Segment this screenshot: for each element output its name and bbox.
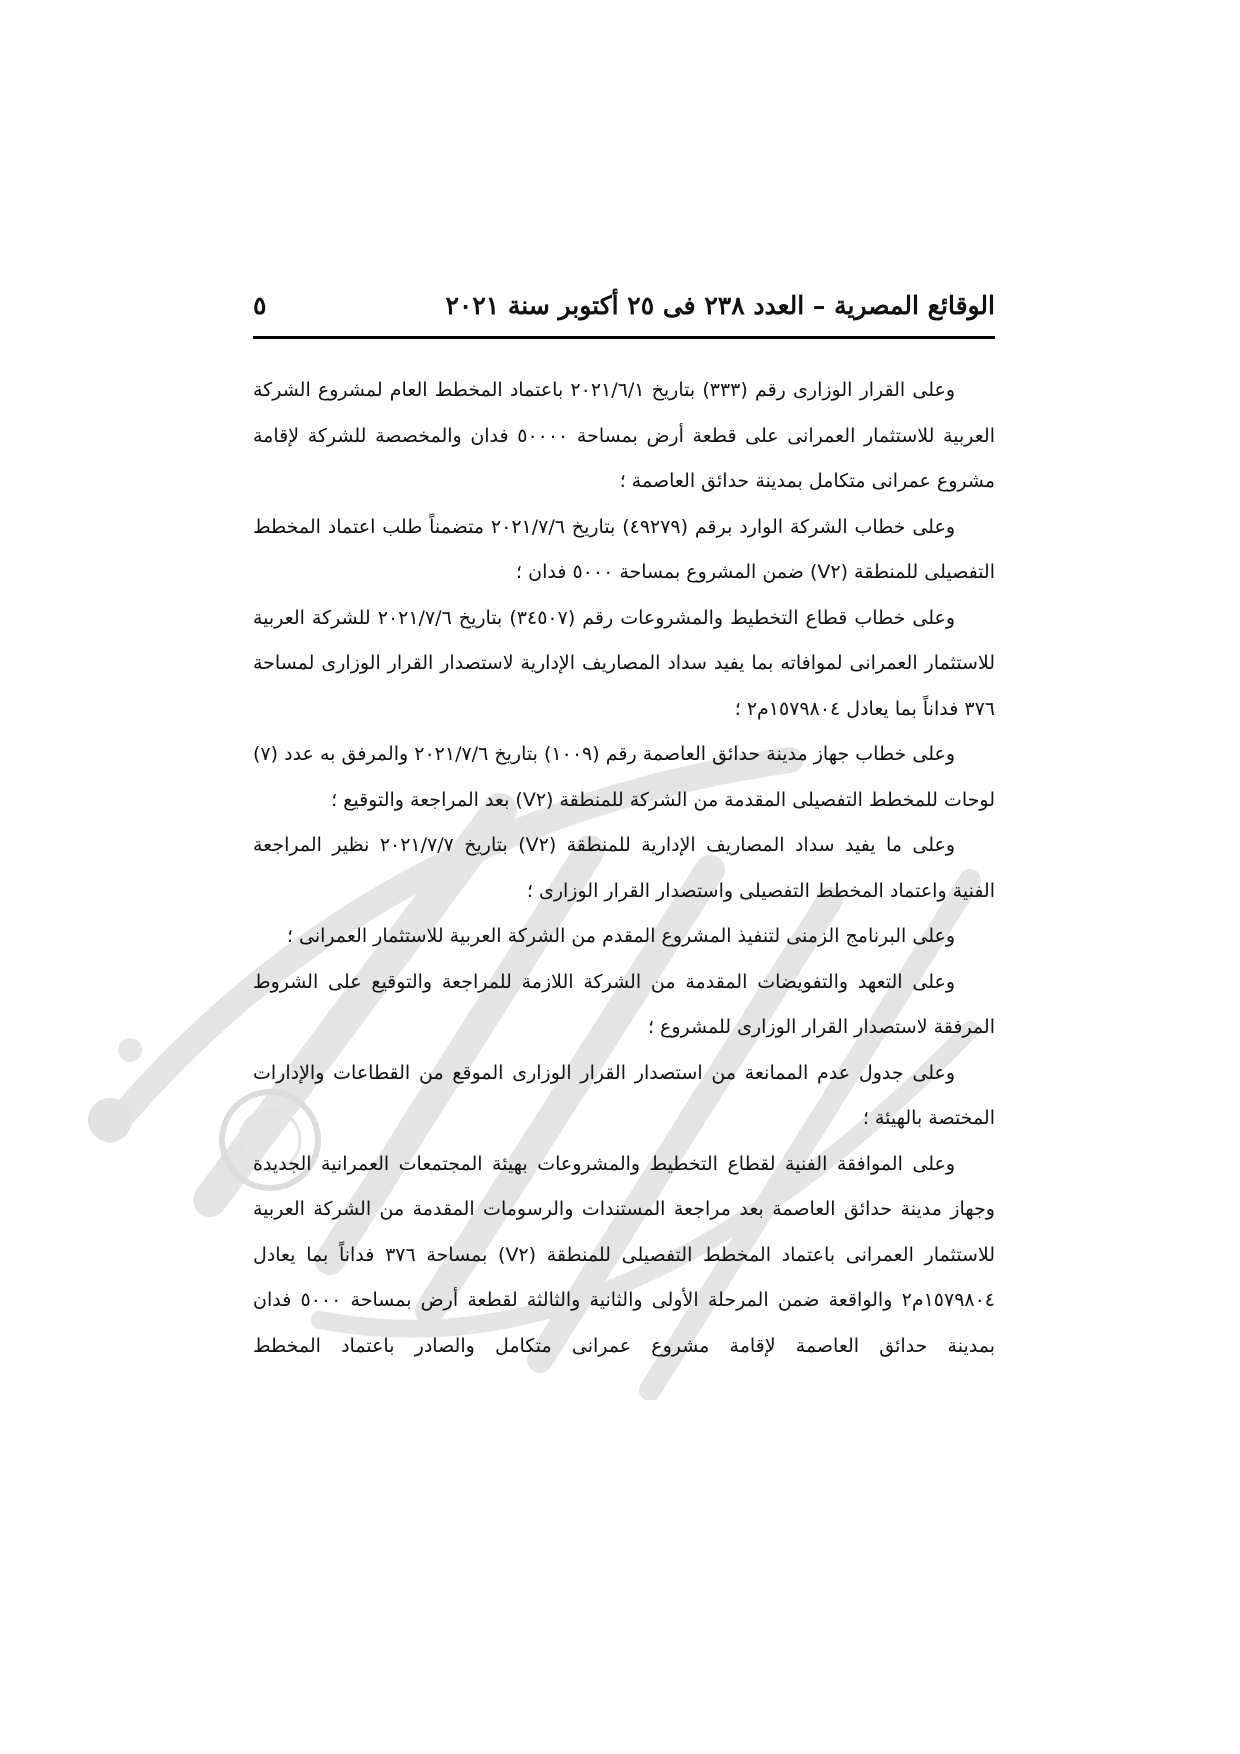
paragraph: وعلى القرار الوزارى رقم (٣٣٣) بتاريخ ٢٠٢١/٦/١ باعتماد المخطط العام لمشروع الشركة العربية للاستثمار العمرانى على قطعة أرض بمساحة ٥٠٠٠٠ فدان والمخصصة للشركة لإقامة مشروع عمرانى متكامل بمدينة حدائق العاصمة ؛ — [253, 379, 995, 492]
document-body — [253, 368, 995, 1369]
paragraph: وعلى جدول عدم الممانعة من استصدار القرار الوزارى الموقع من القطاعات والإدارات المختصة بالهيئة ؛ — [253, 1061, 995, 1129]
paragraph: وعلى ما يفيد سداد المصاريف الإدارية للمنطقة (V٢) بتاريخ ٢٠٢١/٧/٧ نظير المراجعة الفنية واعتماد المخطط التفصيلى واستصدار القرار الوزارى ؛ — [253, 834, 995, 902]
paragraph: وعلى التعهد والتفويضات المقدمة من الشركة اللازمة للمراجعة والتوقيع على الشروط المرفقة لاستصدار القرار الوزارى للمشروع ؛ — [253, 970, 995, 1038]
watermark-dot — [118, 1038, 142, 1062]
paragraph: وعلى خطاب الشركة الوارد برقم (٤٩٢٧٩) بتاريخ ٢٠٢١/٧/٦ متضمناً طلب اعتماد المخطط التفصيلى للمنطقة (V٢) ضمن المشروع بمساحة ٥٠٠٠ فدان ؛ — [253, 515, 995, 583]
page-header — [253, 288, 995, 334]
page-number: ٥ — [253, 291, 267, 320]
header-divider — [253, 336, 995, 339]
paragraph: وعلى الموافقة الفنية لقطاع التخطيط والمشروعات بهيئة المجتمعات العمرانية الجديدة وجهاز مدينة حدائق العاصمة بعد مراجعة المستندات والرسومات المقدمة من الشركة العربية للاستثمار العمرانى باعتماد المخطط التفصيلى للمنطقة (V٢) بمساحة ٣٧٦ فداناً بما يعادل ١٥٧٩٨٠٤م٢ والواقعة ضمن المرحلة الأولى والثانية والثالثة لقطعة أرض بمساحة ٥٠٠٠ فدان بمدينة حدائق العاصمة لإقامة مشروع عمرانى متكامل والصادر باعتماد المخطط — [253, 1152, 996, 1357]
paragraph: وعلى البرنامج الزمنى لتنفيذ المشروع المقدم من الشركة العربية للاستثمار العمرانى ؛ — [286, 925, 955, 947]
watermark-dot — [88, 1098, 132, 1142]
paragraph: وعلى خطاب قطاع التخطيط والمشروعات رقم (٣٤٥٠٧) بتاريخ ٢٠٢١/٧/٦ للشركة العربية للاستثمار العمرانى لموافاته بما يفيد سداد المصاريف الإدارية لاستصدار القرار الوزارى لمساحة ٣٧٦ فداناً بما يعادل ١٥٧٩٨٠٤م٢ ؛ — [253, 606, 995, 720]
gazette-title: الوقائع المصرية – العدد ٢٣٨ فى ٢٥ أكتوبر سنة ٢٠٢١ — [445, 291, 995, 320]
paragraph: وعلى خطاب جهاز مدينة حدائق العاصمة رقم (١٠٠٩) بتاريخ ٢٠٢١/٧/٦ والمرفق به عدد (٧) لوحات للمخطط التفصيلى المقدمة من الشركة للمنطقة (V٢) بعد المراجعة والتوقيع ؛ — [253, 743, 995, 811]
